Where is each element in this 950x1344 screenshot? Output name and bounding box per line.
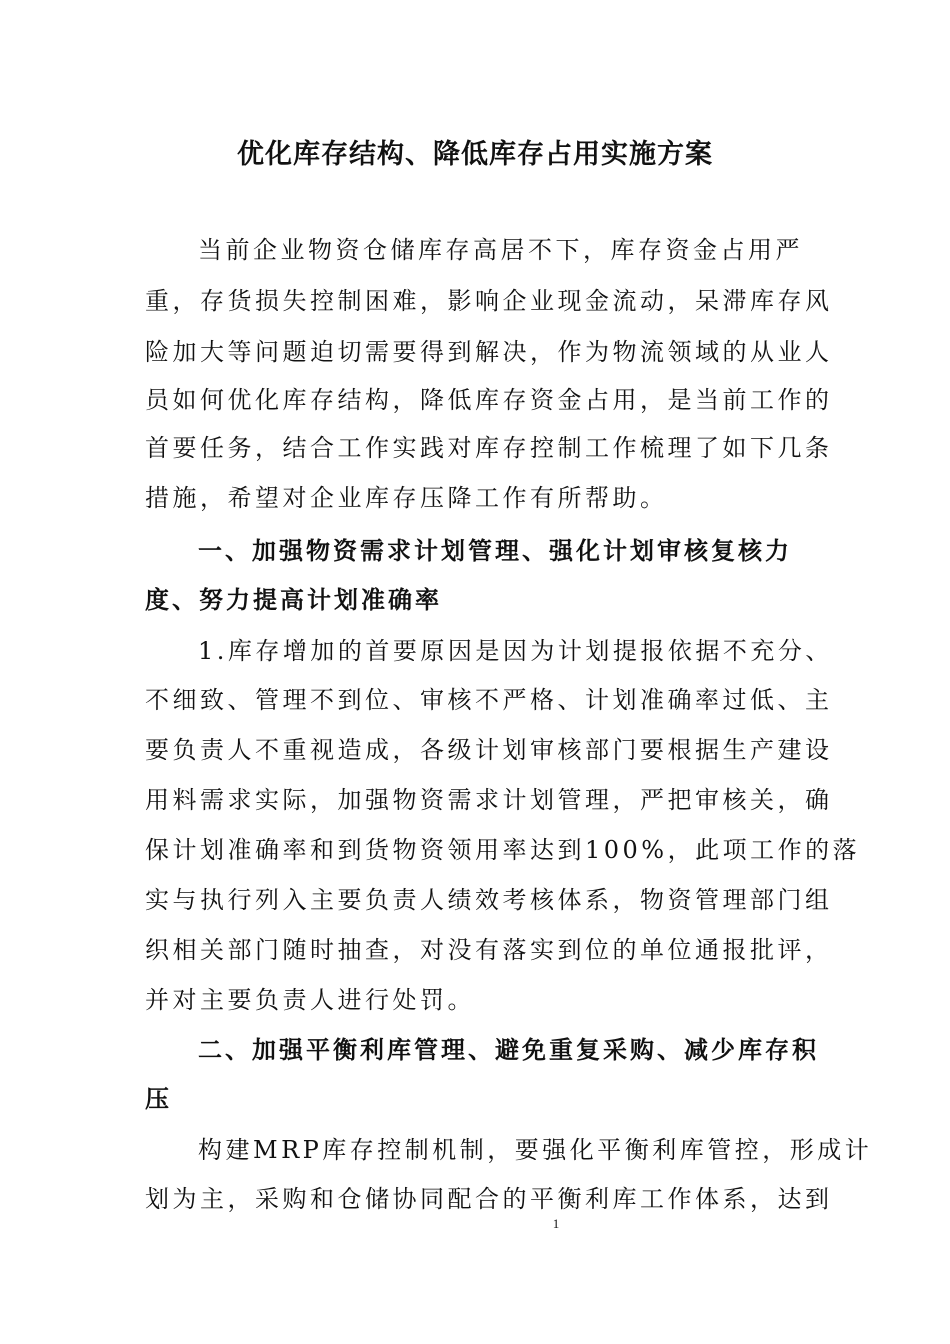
section1-heading-line-1: 一、加强物资需求计划管理、强化计划审核复核力 (198, 537, 792, 565)
section1-para-line-3: 要负责人不重视造成，各级计划审核部门要根据生产建设 (145, 736, 833, 764)
section1-para-line-7: 织相关部门随时抽查，对没有落实到位的单位通报批评， (145, 936, 833, 964)
section1-para-line-1: 1.库存增加的首要原因是因为计划提报依据不充分、 (198, 637, 833, 665)
section1-para-line-8: 并对主要负责人进行处罚。 (145, 986, 475, 1014)
section1-heading-line-2: 度、努力提高计划准确率 (145, 586, 442, 614)
intro-line-4: 员如何优化库存结构，降低库存资金占用，是当前工作的 (145, 386, 833, 414)
section1-para-line-2: 不细致、管理不到位、审核不严格、计划准确率过低、主 (145, 686, 833, 714)
section1-para-line-5: 保计划准确率和到货物资领用率达到100%，此项工作的落 (145, 836, 861, 864)
section1-para-line-6: 实与执行列入主要负责人绩效考核体系，物资管理部门组 (145, 886, 833, 914)
intro-line-1: 当前企业物资仓储库存高居不下，库存资金占用严 (198, 236, 803, 264)
intro-line-6: 措施，希望对企业库存压降工作有所帮助。 (145, 484, 668, 512)
section1-para-line-4: 用料需求实际，加强物资需求计划管理，严把审核关，确 (145, 786, 833, 814)
intro-line-5: 首要任务，结合工作实践对库存控制工作梳理了如下几条 (145, 434, 833, 462)
page-number: 1 (552, 1216, 560, 1231)
section2-para-line-1: 构建MRP库存控制机制，要强化平衡利库管控，形成计 (198, 1136, 873, 1164)
section2-para-line-2: 划为主，采购和仓储协同配合的平衡利库工作体系，达到 (145, 1185, 833, 1213)
document-title: 优化库存结构、降低库存占用实施方案 (237, 139, 713, 170)
section2-heading-line-1: 二、加强平衡利库管理、避免重复采购、减少库存积 (198, 1036, 819, 1064)
section2-heading-line-2: 压 (145, 1085, 172, 1113)
intro-line-3: 险加大等问题迫切需要得到解决，作为物流领域的从业人 (145, 338, 833, 366)
intro-line-2: 重，存货损失控制困难，影响企业现金流动，呆滞库存风 (145, 287, 833, 315)
